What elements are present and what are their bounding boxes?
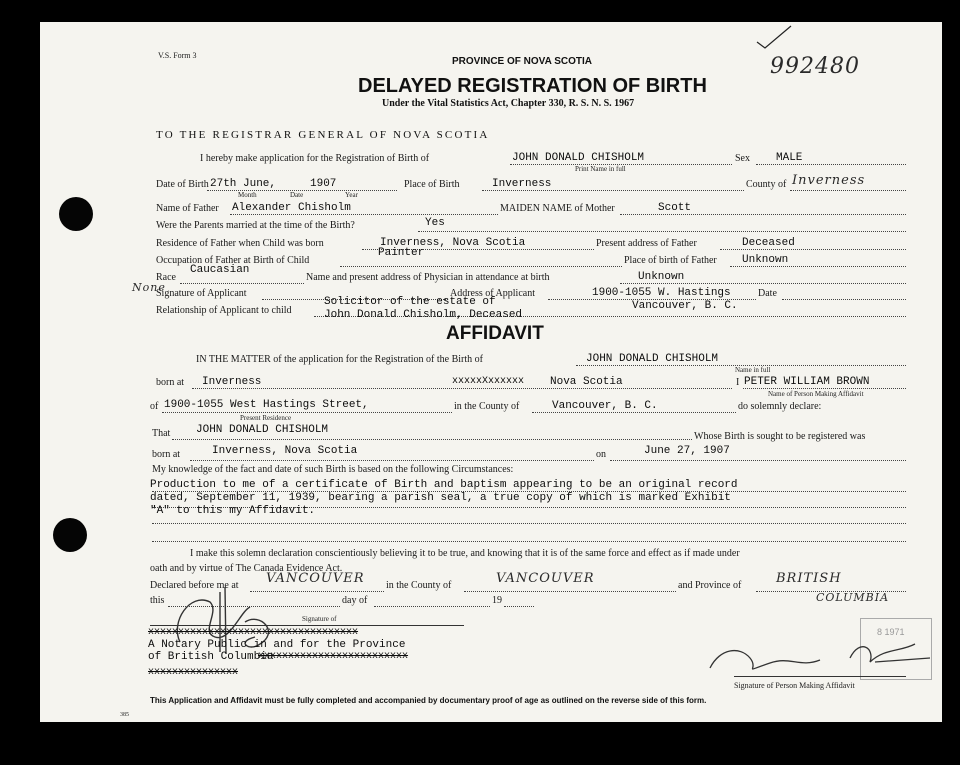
residence-caption: Present Residence xyxy=(240,414,292,422)
check-mark-icon xyxy=(755,24,795,52)
residence-father-field: Inverness, Nova Scotia xyxy=(380,237,526,249)
knowledge-label: My knowledge of the fact and date of such Birth is based on the following Circumstances: xyxy=(152,464,514,475)
struck-line-2: xxxxxxxxxxxxxxxxxxxxxxxxx xyxy=(258,651,409,662)
date-caption: Date xyxy=(290,191,304,199)
deponent-name-field: PETER WILLIAM BROWN xyxy=(744,376,870,388)
struck-out-text: xxxxxXxxxxxx xyxy=(452,376,525,387)
whose-birth-label: Whose Birth is sought to be registered was xyxy=(694,431,866,442)
of-label: of xyxy=(150,401,159,412)
year-19-label: 19 xyxy=(492,595,502,606)
physician-field: Unknown xyxy=(638,271,685,283)
registration-number: 992480 xyxy=(770,54,860,79)
punch-hole-bottom xyxy=(53,518,87,552)
mother-label: MAIDEN NAME of Mother xyxy=(500,203,615,214)
occupation-field: Painter xyxy=(378,247,425,259)
father-name-field: Alexander Chisholm xyxy=(232,202,351,214)
sex-label: Sex xyxy=(735,153,750,164)
intro-label: I hereby make application for the Registration of Birth of xyxy=(200,153,430,164)
date-label: Date xyxy=(758,288,777,299)
declared-county-label: in the County of xyxy=(386,580,452,591)
this-label: this xyxy=(150,595,165,606)
born-province-field: Nova Scotia xyxy=(550,376,623,388)
pob-label: Place of Birth xyxy=(404,179,460,190)
form-id: V.S. Form 3 xyxy=(158,51,197,60)
deponent-signature xyxy=(700,618,940,678)
matter-label: IN THE MATTER of the application for the Registration of the Birth of xyxy=(196,354,483,365)
solemn-declaration-line-1: I make this solemn declaration conscientiously believing it to be true, and knowing that it is of the same force and effect as if made under xyxy=(190,548,740,559)
father-pob-label: Place of birth of Father xyxy=(624,255,717,266)
dob-day-month-field: 27th June, xyxy=(210,178,277,190)
notary-line-2: of British Columbia xyxy=(148,651,274,663)
year-caption: Year xyxy=(345,191,358,199)
present-address-label: Present address of Father xyxy=(596,238,697,249)
declared-before-label: Declared before me at xyxy=(150,580,239,591)
month-caption: Month xyxy=(238,191,257,199)
occupation-label: Occupation of Father at Birth of Child xyxy=(156,255,310,266)
relationship-field-line-1: Solicitor of the estate of xyxy=(324,296,496,308)
affidavit-county-field: Vancouver, B. C. xyxy=(552,400,658,412)
footer-note: This Application and Affidavit must be fully completed and accompanied by documentary proof of age as outlined on the reverse side of this form. xyxy=(150,696,707,705)
declared-county-field: VANCOUVER xyxy=(496,571,595,586)
deponent-caption: Name of Person Making Affidavit xyxy=(768,390,864,398)
struck-line-1: xxxxxxxxxxxxxxxxxxxxxxxxxxxxxxxxxxx xyxy=(148,627,359,638)
born-at-field-2: Inverness, Nova Scotia xyxy=(212,445,358,457)
applicant-address-field: 1900-1055 W. Hastings xyxy=(592,287,731,299)
residence-father-label: Residence of Father when Child was born xyxy=(156,238,324,249)
signature-label: Signature of Applicant xyxy=(156,288,247,299)
child-name-field: JOHN DONALD CHISHOLM xyxy=(512,152,645,164)
county-label: County of xyxy=(746,179,787,190)
name-in-full-caption: Name in full xyxy=(735,366,771,374)
born-at-label: born at xyxy=(156,377,185,388)
registrar-line: TO THE REGISTRAR GENERAL OF NOVA SCOTIA xyxy=(156,129,490,141)
punch-hole-top xyxy=(59,197,93,231)
mother-maiden-name-field: Scott xyxy=(658,202,692,214)
applicant-address-label: Address of Applicant xyxy=(450,288,535,299)
footer-code: 385 xyxy=(120,712,129,718)
born-date-field: June 27, 1907 xyxy=(644,445,730,457)
affidavit-heading: AFFIDAVIT xyxy=(446,323,544,344)
province-label: and Province of xyxy=(678,580,742,591)
dob-label: Date of Birth xyxy=(156,179,209,190)
signature-of-label: Signature of xyxy=(302,615,337,623)
sex-field: MALE xyxy=(776,152,803,164)
declare-label: do solemnly declare: xyxy=(738,401,822,412)
born-at-field: Inverness xyxy=(202,376,262,388)
that-name-field: JOHN DONALD CHISHOLM xyxy=(196,424,329,436)
that-label: That xyxy=(152,428,171,439)
margin-note: None xyxy=(132,281,166,294)
dob-year-field: 1907 xyxy=(310,178,337,190)
document-page xyxy=(40,22,942,722)
notary-line-1: A Notary Public in and for the Province xyxy=(148,639,406,651)
declared-at-field: VANCOUVER xyxy=(266,571,365,586)
born-at-label-2: born at xyxy=(152,449,181,460)
married-label: Were the Parents married at the time of the Birth? xyxy=(156,220,355,231)
on-label: on xyxy=(596,449,606,460)
physician-label: Name and present address of Physician in attendance at birth xyxy=(306,272,550,283)
i-label: I xyxy=(736,377,740,388)
print-name-caption: Print Name in full xyxy=(575,165,626,173)
relationship-label: Relationship of Applicant to child xyxy=(156,305,292,316)
matter-name-field: JOHN DONALD CHISHOLM xyxy=(586,353,719,365)
present-address-field: Deceased xyxy=(742,237,795,249)
father-pob-field: Unknown xyxy=(742,254,789,266)
applicant-address-field-line-2: Vancouver, B. C. xyxy=(632,300,738,312)
father-label: Name of Father xyxy=(156,203,219,214)
residence-field: 1900-1055 West Hastings Street, xyxy=(164,399,369,411)
circumstances-line-3: "A" to this my Affidavit. xyxy=(150,505,316,517)
day-of-label: day of xyxy=(342,595,368,606)
province-heading: PROVINCE OF NOVA SCOTIA xyxy=(452,56,593,67)
married-field: Yes xyxy=(425,217,445,229)
form-title: DELAYED REGISTRATION OF BIRTH xyxy=(358,75,707,97)
struck-line-3: xxxxxxxxxxxxxxx xyxy=(148,667,239,678)
stamp-date-text: 8 1971 xyxy=(877,627,905,637)
in-county-label: in the County of xyxy=(454,401,520,412)
solemn-declaration-line-2: oath and by virtue of The Canada Evidence Act. xyxy=(150,563,343,574)
pob-field: Inverness xyxy=(492,178,552,190)
relationship-field-line-2: John Donald Chisholm, Deceased xyxy=(324,309,523,321)
province-field-line-2: COLUMBIA xyxy=(816,591,890,604)
circumstances-line-2: dated, September 11, 1939, bearing a parish seal, a true copy of which is marked Exhibit xyxy=(150,492,731,504)
province-field-line-1: BRITISH xyxy=(776,571,842,586)
race-field: Caucasian xyxy=(190,264,250,276)
circumstances-line-1: Production to me of a certificate of Birth and baptism appearing to be an original record xyxy=(150,479,738,491)
county-field: Inverness xyxy=(792,173,866,188)
form-subtitle: Under the Vital Statistics Act, Chapter 330, R. S. N. S. 1967 xyxy=(382,98,635,109)
race-label: Race xyxy=(156,272,176,283)
deponent-signature-caption: Signature of Person Making Affidavit xyxy=(734,681,855,690)
